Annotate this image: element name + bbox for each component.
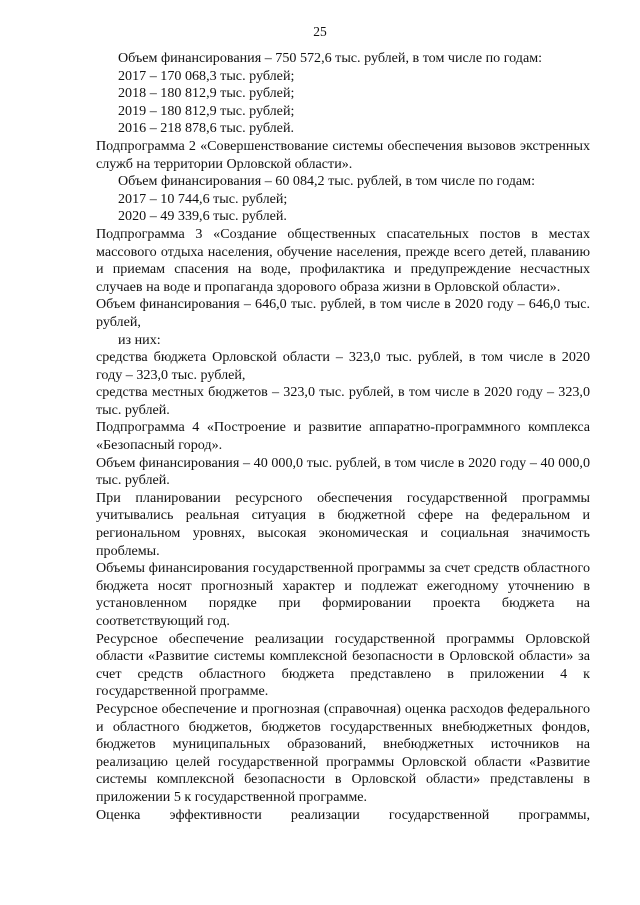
paragraph: Объемы финансирования государственной программы за счет средств областного бюджета носят прогнозный характер и подлежат ежегодному уточнению в установленном порядке при формировании проекта бюджета на соответствующий год. — [96, 560, 590, 629]
paragraph: Объем финансирования – 40 000,0 тыс. рублей, в том числе в 2020 году – 40 000,0 тыс. рублей. — [96, 454, 590, 489]
paragraph: 2017 – 170 068,3 тыс. рублей; — [118, 67, 295, 84]
document-body — [96, 50, 590, 824]
paragraph: Оценка эффективности реализации государственной программы, — [96, 806, 590, 823]
paragraph: средства бюджета Орловской области – 323,0 тыс. рублей, в том числе в 2020 году – 323,0 тыс. рублей, — [96, 349, 590, 383]
paragraph: 2019 – 180 812,9 тыс. рублей; — [118, 102, 295, 119]
paragraph: Объем финансирования – 646,0 тыс. рублей, в том числе в 2020 году – 646,0 тыс. рублей, — [96, 296, 590, 330]
paragraph: Объем финансирования – 60 084,2 тыс. рублей, в том числе по годам: — [118, 173, 535, 190]
paragraph: При планировании ресурсного обеспечения государственной программы учитывались реальная ситуация в бюджетной сфере на федеральном и региональном уровнях, высокая экономическая и социальная значимость проблемы. — [96, 489, 590, 559]
paragraph: Подпрограмма 4 «Построение и развитие аппаратно-программного комплекса «Безопасный город». — [96, 419, 590, 454]
paragraph: 2020 – 49 339,6 тыс. рублей. — [118, 208, 287, 225]
page-number: 25 — [313, 24, 327, 39]
paragraph: 2018 – 180 812,9 тыс. рублей; — [118, 85, 295, 102]
paragraph: Подпрограмма 3 «Создание общественных спасательных постов в местах массового отдыха населения, обучение населения, прежде всего детей, плаванию и приемам спасения на воде, профилактика и предупреждение несчастных случаев на воде и пропаганда здорового образа жизни в Орловской области». — [96, 225, 590, 295]
paragraph: Ресурсное обеспечение и прогнозная (справочная) оценка расходов федерального и областного бюджетов, бюджетов государственных внебюджетных фондов, бюджетов муниципальных образований, внебюджетных источников на реализацию целей государственной программы Орловской области «Развитие системы комплексной безопасности в Орловской области» представлены в приложении 5 к государственной программе. — [96, 700, 590, 805]
paragraph: Подпрограмма 2 «Совершенствование системы обеспечения вызовов экстренных служб на территории Орловской области». — [96, 137, 590, 172]
paragraph: Ресурсное обеспечение реализации государственной программы Орловской области «Развитие системы комплексной безопасности в Орловской области» за счет средств областного бюджета представлено в приложении 4 к государственной программе. — [96, 630, 590, 700]
paragraph: 2016 – 218 878,6 тыс. рублей. — [118, 120, 295, 137]
paragraph: средства местных бюджетов – 323,0 тыс. рублей, в том числе в 2020 году – 323,0 тыс. рублей. — [96, 384, 590, 418]
paragraph: 2017 – 10 744,6 тыс. рублей; — [118, 190, 288, 207]
paragraph: из них: — [118, 331, 161, 348]
paragraph: Объем финансирования – 750 572,6 тыс. рублей, в том числе по годам: — [118, 50, 543, 66]
